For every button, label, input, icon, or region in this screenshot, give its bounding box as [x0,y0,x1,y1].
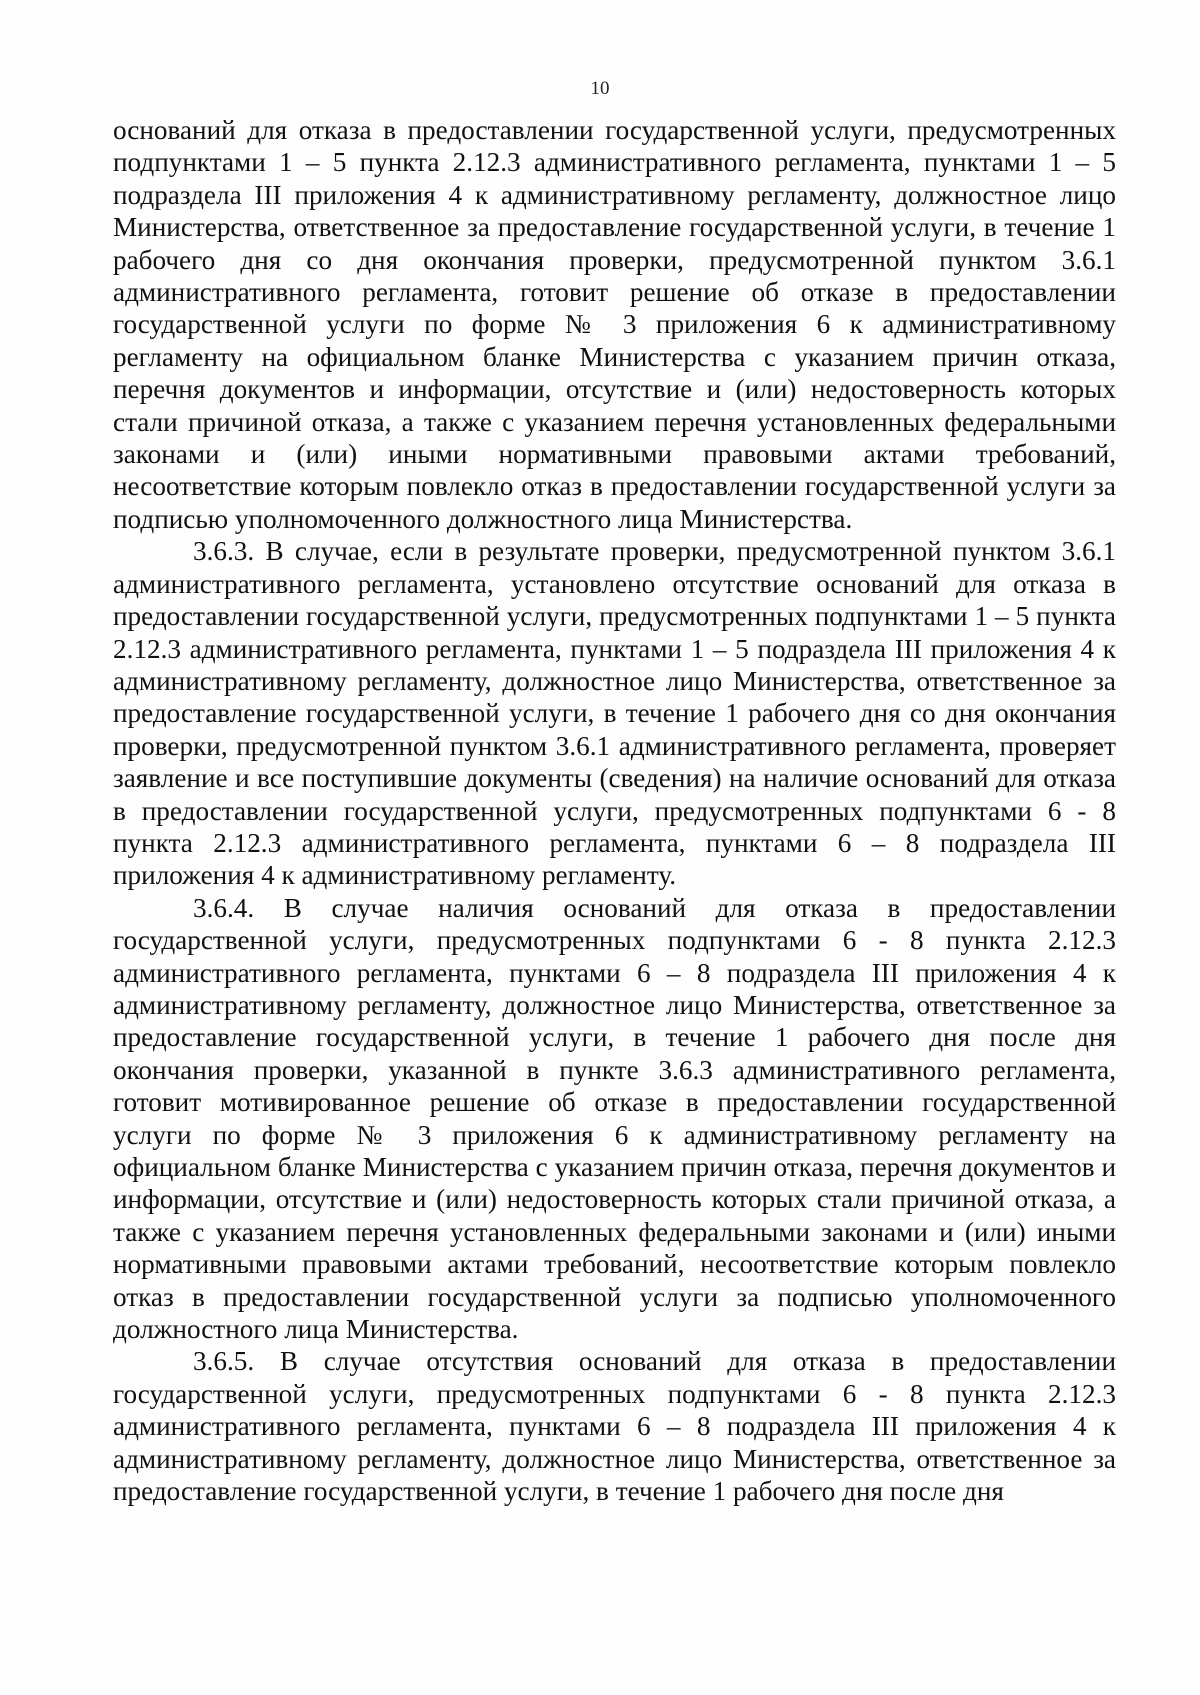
paragraph-3-6-3: 3.6.3. В случае, если в результате проверки, предусмотренной пунктом 3.6.1 административного регламента, установлено отсутствие оснований для отказа в предоставлении государственной услуги, предусмотренных подпунктами 1 – 5 пункта 2.12.3 административного регламента, пунктами 1 – 5 подраздела III приложения 4 к административному регламенту, должностное лицо Министерства, ответственное за предоставление государственной услуги, в течение 1 рабочего дня со дня окончания проверки, предусмотренной пунктом 3.6.1 административного регламента, проверяет заявление и все поступившие документы (сведения) на наличие оснований для отказа в предоставлении государственной услуги, предусмотренных подпунктами 6 - 8 пункта 2.12.3 административного регламента, пунктами 6 – 8 подраздела III приложения 4 к административному регламенту. [113,536,1116,891]
paragraph-continuation: оснований для отказа в предоставлении государственной услуги, предусмотренных подпунктами 1 – 5 пункта 2.12.3 административного регламента, пунктами 1 – 5 подраздела III приложения 4 к административному регламенту, должностное лицо Министерства, ответственное за предоставление государственной услуги, в течение 1 рабочего дня со дня окончания проверки, предусмотренной пунктом 3.6.1 административного регламента, готовит решение об отказе в предоставлении государственной услуги по форме № 3 приложения 6 к административному регламенту на официальном бланке Министерства с указанием причин отказа, перечня документов и информации, отсутствие и (или) недостоверность которых стали причиной отказа, а также с указанием перечня установленных федеральными законами и (или) иными нормативными правовыми актами требований, несоответствие которым повлекло отказ в предоставлении государственной услуги за подписью уполномоченного должностного лица Министерства. [113,115,1116,534]
page-number: 10 [590,78,610,99]
paragraph-3-6-4: 3.6.4. В случае наличия оснований для отказа в предоставлении государственной услуги, предусмотренных подпунктами 6 - 8 пункта 2.12.3 административного регламента, пунктами 6 – 8 подраздела III приложения 4 к административному регламенту, должностное лицо Министерства, ответственное за предоставление государственной услуги, в течение 1 рабочего дня после дня окончания проверки, указанной в пункте 3.6.3 административного регламента, готовит мотивированное решение об отказе в предоставлении государственной услуги по форме № 3 приложения 6 к административному регламенту на официальном бланке Министерства с указанием причин отказа, перечня документов и информации, отсутствие и (или) недостоверность которых стали причиной отказа, а также с указанием перечня установленных федеральными законами и (или) иными нормативными правовыми актами требований, несоответствие которым повлекло отказ в предоставлении государственной услуги за подписью уполномоченного должностного лица Министерства. [113,892,1116,1345]
paragraph-3-6-5: 3.6.5. В случае отсутствия оснований для отказа в предоставлении государственной услуги, предусмотренных подпунктами 6 - 8 пункта 2.12.3 административного регламента, пунктами 6 – 8 подраздела III приложения 4 к административному регламенту, должностное лицо Министерства, ответственное за предоставление государственной услуги, в течение 1 рабочего дня после дня [113,1346,1116,1507]
document-body [113,114,1116,1507]
